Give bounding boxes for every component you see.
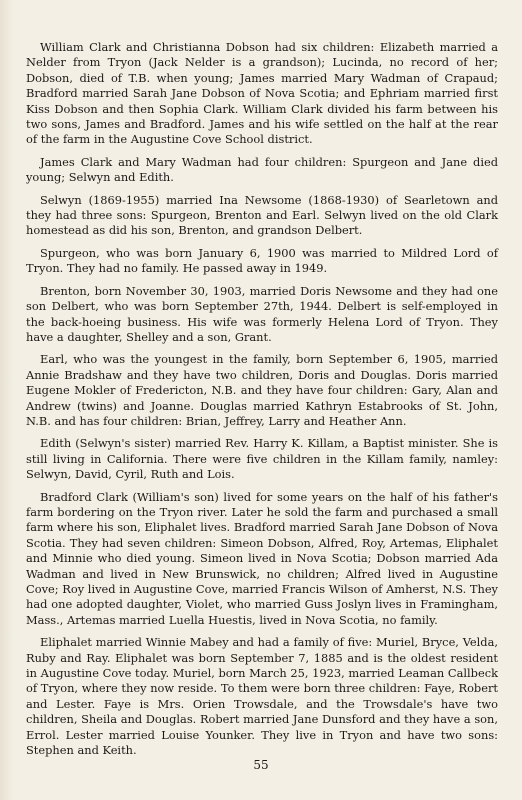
paragraph-earl: Earl, who was the youngest in the family, born September 6, 1905, married Annie Bradshaw and they have two children, Doris and Douglas. Doris married Eugene Mokler of Fredericton, N.B. and they have four children: Gary, Alan and Andrew (twins) and Joanne. Douglas married Kathryn Estabrooks of St. John, N.B. and has four children: Brian, Jeffrey, Larry and Heather Ann. xyxy=(26,352,498,428)
paragraph-selwyn: Selwyn (1869-1955) married Ina Newsome (1868-1930) of Searletown and they had three sons: Spurgeon, Brenton and Earl. Selwyn lived on the old Clark homestead as did his son, Brenton, and grandson Delbert. xyxy=(26,192,498,238)
body-text xyxy=(26,40,498,765)
paragraph-james-clark-family: James Clark and Mary Wadman had four children: Spurgeon and Jane died young; Selwyn and Edith. xyxy=(26,154,498,185)
paragraph-clark-dobson-children: William Clark and Christianna Dobson had six children: Elizabeth married a Nelder from Tryon (Jack Nelder is a grandson); Lucinda, no record of her; Dobson, died of T.B. when young; James married Mary Wadman of Crapaud; Bradford married Sarah Jane Dobson of Nova Scotia; and Ephriam married first Kiss Dobson and then Sophia Clark. William Clark divided his farm between his two sons, James and Bradford. James and his wife settled on the half at the rear of the farm in the Augustine Cove School district. xyxy=(26,40,498,147)
paragraph-bradford-clark: Bradford Clark (William's son) lived for some years on the half of his father's farm bordering on the Tryon river. Later he sold the farm and purchased a small farm where his son, Eliphalet lives. Bradford married Sarah Jane Dobson of Nova Scotia. They had seven children: Simeon Dobson, Alfred, Roy, Artemas, Eliphalet and Minnie who died young. Simeon lived in Nova Scotia; Dobson married Ada Wadman and lived in New Brunswick, no children; Alfred lived in Augustine Cove; Roy lived in Augustine Cove, married Francis Wilson of Amherst, N.S. They had one adopted daughter, Violet, who married Guss Joslyn lives in Framingham, Mass., Artemas married Luella Huestis, lived in Nova Scotia, no family. xyxy=(26,489,498,627)
paragraph-brenton: Brenton, born November 30, 1903, married Doris Newsome and they had one son Delbert, who was born September 27th, 1944. Delbert is self-employed in the back-hoeing business. His wife was formerly Helena Lord of Tryon. They have a daughter, Shelley and a son, Grant. xyxy=(26,283,498,344)
paragraph-spurgeon: Spurgeon, who was born January 6, 1900 was married to Mildred Lord of Tryon. They had no family. He passed away in 1949. xyxy=(26,245,498,276)
paragraph-edith: Edith (Selwyn's sister) married Rev. Harry K. Killam, a Baptist minister. She is still living in California. There were five children in the Killam family, namley: Selwyn, David, Cyril, Ruth and Lois. xyxy=(26,436,498,482)
page-edge-bleed xyxy=(0,0,14,800)
paragraph-eliphalet: Eliphalet married Winnie Mabey and had a family of five: Muriel, Bryce, Velda, Ruby and Ray. Eliphalet was born September 7, 1885 and is the oldest resident in Augustine Cove today. Muriel, born March 25, 1923, married Leaman Callbeck of Tryon, where they now reside. To them were born three children: Faye, Robert and Lester. Faye is Mrs. Orien Trowsdale, and the Trowsdale's have two children, Sheila and Douglas. Robert married Jane Dunsford and they have a son, Errol. Lester married Louise Younker. They live in Tryon and have two sons: Stephen and Keith. xyxy=(26,635,498,758)
page-number: 55 xyxy=(253,758,269,772)
